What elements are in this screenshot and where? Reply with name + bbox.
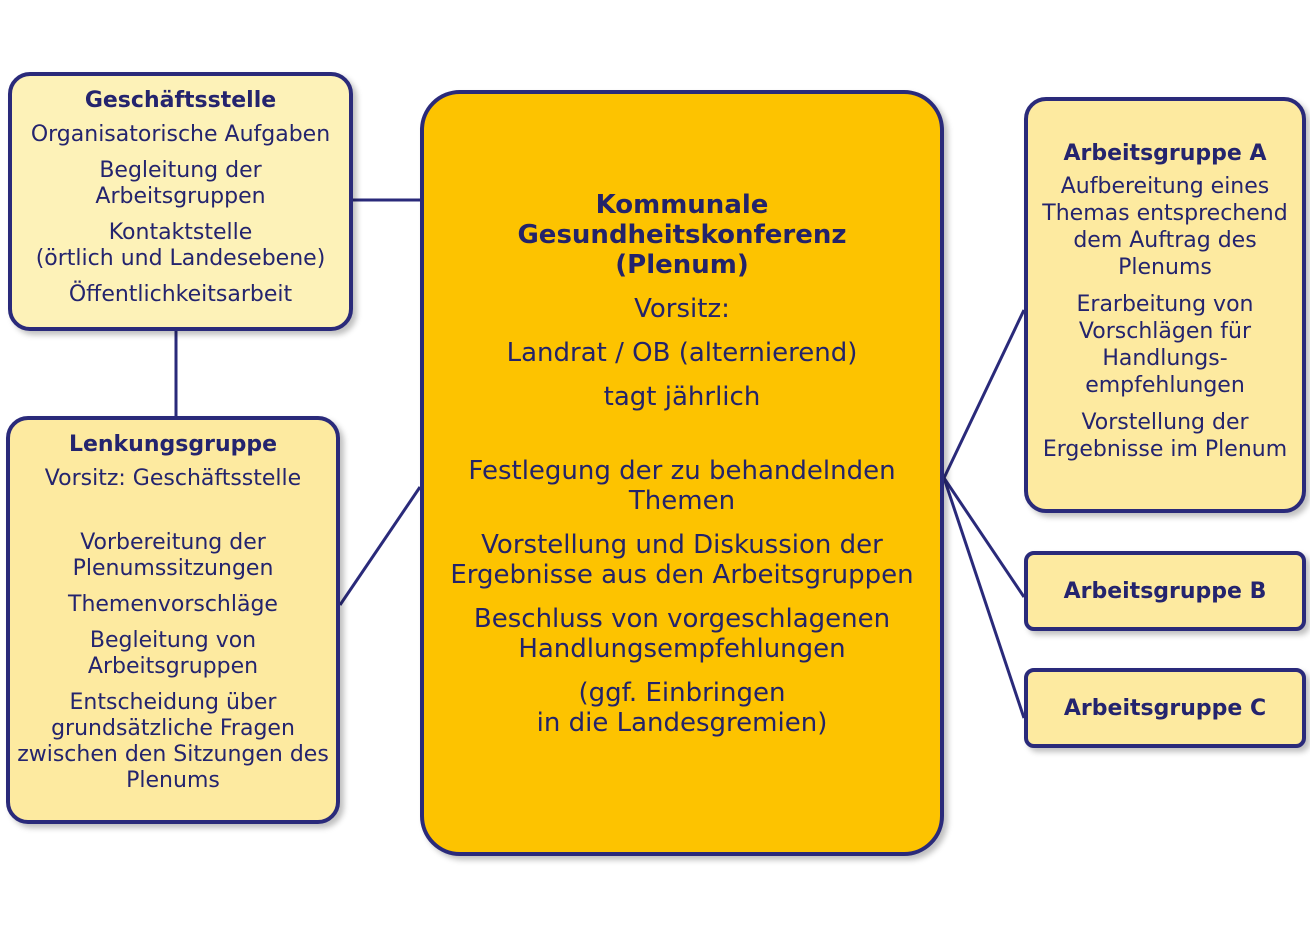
plenum-task: Beschluss von vorgeschlagenen Handlungsempfehlungen bbox=[473, 604, 891, 664]
geschaeftsstelle-title: Geschäftsstelle bbox=[84, 88, 277, 113]
connector-plenum-ag-a bbox=[944, 310, 1024, 478]
plenum-task: Vorstellung und Diskussion der Ergebnisse aus den Arbeitsgruppen bbox=[450, 530, 914, 590]
lenkungsgruppe-box bbox=[6, 416, 340, 824]
geschaeftsstelle-item: Organisatorische Aufgaben bbox=[30, 122, 331, 147]
arbeitsgruppe-b-title: Arbeitsgruppe B bbox=[1063, 578, 1267, 604]
lenkungsgruppe-item: Vorbereitung der Plenumssitzungen bbox=[72, 530, 274, 581]
lenkungsgruppe-item: Themenvorschläge bbox=[68, 592, 278, 617]
connector-plenum-ag-c bbox=[944, 478, 1024, 718]
lenkungsgruppe-title: Lenkungsgruppe bbox=[68, 432, 278, 457]
geschaeftsstelle-item: Kontaktstelle (örtlich und Landesebene) bbox=[35, 220, 326, 271]
plenum-chair: Landrat / OB (alternierend) bbox=[506, 338, 858, 368]
arbeitsgruppe-a-item: Aufbereitung eines Themas entsprechend dem Auftrag des Plenums bbox=[1042, 174, 1288, 280]
plenum-box bbox=[420, 90, 944, 856]
geschaeftsstelle-item: Öffentlichkeitsarbeit bbox=[68, 282, 293, 307]
lenkungsgruppe-chair: Vorsitz: Geschäftsstelle bbox=[44, 466, 302, 491]
arbeitsgruppe-a-item: Erarbeitung von Vorschlägen für Handlungs- empfehlungen bbox=[1076, 292, 1254, 398]
geschaeftsstelle-box bbox=[8, 72, 353, 331]
geschaeftsstelle-item: Begleitung der Arbeitsgruppen bbox=[95, 158, 266, 209]
arbeitsgruppe-a-item: Vorstellung der Ergebnisse im Plenum bbox=[1042, 410, 1288, 462]
arbeitsgruppe-a-box bbox=[1024, 97, 1306, 513]
arbeitsgruppe-c-title: Arbeitsgruppe C bbox=[1063, 695, 1267, 721]
arbeitsgruppe-c-box bbox=[1024, 668, 1306, 748]
plenum-frequency: tagt jährlich bbox=[603, 382, 761, 412]
connector-lenkung-plenum bbox=[340, 487, 420, 605]
lenkungsgruppe-item: Entscheidung über grundsätzliche Fragen zwischen den Sitzungen des Plenums bbox=[17, 690, 329, 793]
arbeitsgruppe-b-box bbox=[1024, 551, 1306, 631]
plenum-task: (ggf. Einbringen in die Landesgremien) bbox=[536, 678, 828, 738]
plenum-task: Festlegung der zu behandelnden Themen bbox=[468, 456, 896, 516]
lenkungsgruppe-item: Begleitung von Arbeitsgruppen bbox=[87, 628, 259, 679]
plenum-chair-label: Vorsitz: bbox=[634, 294, 730, 324]
plenum-title: Kommunale Gesundheitskonferenz (Plenum) bbox=[517, 190, 847, 280]
connector-plenum-ag-b bbox=[944, 478, 1024, 597]
arbeitsgruppe-a-title: Arbeitsgruppe A bbox=[1063, 141, 1267, 166]
